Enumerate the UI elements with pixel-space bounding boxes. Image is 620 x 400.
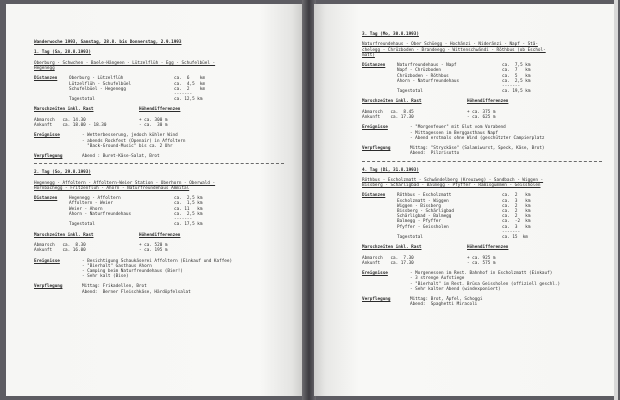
distance-section-label: Distanzen [362, 63, 386, 69]
times-header [34, 233, 284, 238]
section-divider [362, 161, 602, 162]
distance-route: Ahorn - Naturfreundehaus [69, 211, 132, 217]
verpflegung-text: Mittag: Brot, Äpfel, Schoggi [410, 297, 483, 303]
distance-route: Wiggen - Bissberg [397, 203, 441, 209]
distance-value: ca. 2,5 km [174, 211, 203, 217]
distance-route: Tagestotal [397, 89, 423, 95]
distance-value: ca. 2 km [502, 209, 531, 214]
distance-route: Ahorn - Naturfreundehaus [397, 78, 460, 84]
distance-value: ca. 2 km [502, 193, 531, 199]
event-row [362, 136, 602, 141]
distance-value: ca. 19,5 km [502, 89, 531, 95]
time-row [34, 123, 284, 128]
verpflegung-label: Verpflegung [34, 154, 63, 160]
route-line: Hegenegg [34, 65, 55, 71]
distance-value: ca. 2 km [502, 214, 531, 220]
event-text: "Back-Ground-Music" bis ca. 2 Uhr [82, 143, 173, 149]
distance-value: ca. 3 km [502, 198, 531, 204]
distance-value: ca. 1,5 km [174, 201, 203, 207]
route-line: Röthbus - Escholzmatt - Schwändelberg (Kreuzweg) - Sandbach - Wiggen - [362, 177, 544, 183]
route-line: chelegg - Chrüzboden - Brandeegg - Wittenschwändi - Röthbus (ob Eschol- [362, 47, 546, 53]
cell-label: Ankunft ca. 17.30 [362, 115, 414, 120]
event-text: - Wetterbesserung, jedoch kühler Wind [82, 133, 178, 139]
distance-route: Napf - Chrüzboden [397, 68, 441, 74]
distance-value: ca. 5 km [502, 73, 531, 79]
marschzeiten-label: Marschzeiten inkl. Rast [362, 245, 422, 251]
event-text: - Sehr kalt (Bise) [82, 274, 129, 280]
verpflegung-label: Verpflegung [34, 284, 63, 290]
event-row [34, 144, 284, 149]
cell-value: + ca. 925 m [467, 255, 496, 261]
distance-value: ca. 17,5 km [174, 222, 203, 228]
day-header: 4. Tag (Di, 31.8.1993) [362, 167, 419, 173]
distance-route: Oberburg - Lützelflüh [69, 76, 124, 82]
events-label: Ereignisse [362, 271, 388, 277]
event-text: - "Morgenfeuer" mit Glut vom Vorabend [410, 125, 506, 131]
event-text: - Besichtigung Schaukäserei Affoltern (Einkauf und Kaffee) [82, 258, 233, 264]
event-text: - Abend erstmals ohne Wind (geschützter Campierplatz [410, 135, 545, 141]
verpflegung-text: Abend: Berner Fleischkäse, Härdöpfelsalat [82, 289, 191, 295]
distance-route: Pfyffer - Geissholen [397, 224, 449, 230]
distance-row [362, 89, 602, 94]
distance-route: Affoltern - Weier [69, 201, 113, 207]
route-line: Naturfreundehaus - Ober Schüegg - Hochänzi - Nideränzi - Napf - Stä- [362, 42, 538, 48]
distance-route: Röthbus - Escholzmatt [397, 193, 452, 199]
cell-value: - ca. 30 m [139, 123, 168, 128]
distance-route: Tagestotal [69, 222, 95, 228]
distance-row [34, 222, 284, 227]
cell-value: + ca. 375 m [467, 109, 496, 115]
time-row [362, 261, 602, 266]
route-line: Oberburg - Schwchen - Baele-Hängeen - Lützelflüh - Egg - Schufelbüel - [34, 60, 216, 66]
document-title: Wanderwoche 1993, Samstag, 28.8. bis Donnerstag, 2.9.1993 [34, 40, 182, 45]
times-header [34, 107, 284, 112]
distance-section-label: Distanzen [34, 196, 58, 202]
distance-value: ca. 6 km [174, 76, 206, 82]
distance-row [34, 97, 284, 102]
page-edge [614, 0, 618, 400]
hoehendifferenzen-label: Höhendifferenzen [139, 107, 181, 113]
distance-value: ca. 2,5 km [502, 78, 531, 84]
verpflegung-row [34, 154, 284, 159]
distance-row [362, 235, 602, 240]
distance-section-label: Distanzen [362, 193, 386, 199]
event-row [34, 274, 284, 279]
distance-value: ca. 3 km [502, 224, 531, 230]
distance-value: ca. 15 km [502, 234, 528, 240]
hoehendifferenzen-label: Höhendifferenzen [467, 99, 509, 105]
distance-route: Lützelflüh - Schufelbüel [69, 81, 132, 87]
marschzeiten-label: Marschzeiten inkl. Rast [362, 99, 422, 105]
route-line: matt) [362, 52, 375, 58]
verpflegung-row [362, 302, 602, 307]
distance-route: Schärligbad - Balmegg [397, 214, 452, 220]
distance-value: ------- [502, 83, 521, 89]
route-line: Hornbachegg - Fritzenfluh - Ahorn - Naturfreundehaus Ämmital [34, 185, 190, 191]
cell-label: Abmarsch ca. 14.30 [34, 117, 86, 123]
distance-route: Balmegg - Pfyffer [397, 219, 441, 225]
distance-route: Naturfreundehaus - Napf [397, 63, 457, 69]
verpflegung-text: Abend: Pilzrisotto [410, 151, 460, 157]
distance-value: ------- [502, 229, 521, 235]
cell-label: Abmarsch ca. 7.30 [362, 255, 414, 261]
distance-route: Tagestotal [69, 97, 95, 103]
distance-value: ca. 2,5 km [174, 196, 203, 202]
verpflegung-row [34, 290, 284, 295]
left-page-content [34, 40, 284, 295]
event-text: - "Bierhalt" im Rest. Brüsa Geissholen (offiziell geschl.) [410, 281, 561, 287]
day-header: 2. Tag (So, 29.8.1993) [34, 170, 91, 176]
times-header [362, 99, 602, 104]
cell-label: Ankunft ca. 16.00 [34, 248, 86, 254]
verpflegung-text: Mittag: "Stryckäse" (Salamiwurst, Speck, Käse, Brot) [410, 146, 545, 152]
day-header: 3. Tag (Mo, 30.8.1993) [362, 32, 419, 37]
cell-value: - ca. 575 m [467, 260, 496, 266]
time-row [362, 115, 602, 120]
hoehendifferenzen-label: Höhendifferenzen [139, 232, 181, 238]
distance-route: Bissberg - Schärligbad [397, 209, 454, 214]
events-label: Ereignisse [34, 258, 60, 264]
section-divider [34, 163, 284, 164]
time-row [34, 248, 284, 253]
distance-value: ca. 2 km [502, 203, 531, 209]
distance-route: Weier - Ahorn [69, 206, 103, 212]
verpflegung-text: Abend: Spaghetti Miracoli [410, 302, 478, 308]
route-line: Hegenegg - Affoltern - Affoltern-Weier Station - Oberhorn - Oberwald - [34, 180, 216, 186]
events-label: Ereignisse [34, 133, 60, 139]
verpflegung-label: Verpflegung [362, 297, 391, 303]
distance-value: ca. 12,5 km [174, 97, 203, 103]
left-page [6, 4, 304, 396]
times-header [362, 245, 602, 250]
cell-label: Ankunft ca. 17.30 [362, 260, 414, 266]
cell-label: Abmarsch ca. 8.30 [34, 242, 86, 248]
marschzeiten-label: Marschzeiten inkl. Rast [34, 107, 94, 113]
distance-section-label: Distanzen [34, 76, 58, 82]
distance-value: ca. -2 km [502, 219, 531, 225]
route-line: Bissberg - Schärligbad - Balmegg - Pfyffer - Rämisgummen - Geissholen [362, 183, 541, 189]
distance-route: Escholzmatt - Wiggen [397, 198, 449, 204]
distance-value: ca. 7 km [502, 68, 531, 74]
distance-route: Chrüzboden - Röthbus [397, 73, 449, 79]
event-text: - 3 strenge Aufstiege [410, 276, 465, 282]
right-page-content [362, 32, 602, 308]
event-text: - Camping beim Naturfreundehaus (Bier!) [82, 268, 183, 274]
cell-label: Abmarsch ca. 8.45 [362, 109, 414, 115]
distance-value: ------- [174, 91, 193, 97]
distance-value: ca. 2 km [174, 86, 206, 92]
distance-value: ------- [174, 217, 193, 222]
event-text: - Sehr kalter Abend (windexponiert) [410, 286, 501, 292]
right-page [314, 4, 614, 396]
event-text: - abends Rockfest (Openair) in Affoltern [82, 138, 186, 144]
distance-route: Tagestotal [397, 234, 423, 240]
events-label: Ereignisse [362, 125, 388, 131]
event-text: - Mittagessen im Berggasthaus Napf [410, 130, 498, 136]
day-header: 1. Tag (Sa, 28.8.1993) [34, 50, 91, 56]
cell-value: + ca. 300 m [139, 117, 168, 123]
cell-value: + ca. 520 m [139, 242, 168, 248]
cell-value: - ca. 625 m [467, 115, 496, 120]
verpflegung-text: Abend : Buret-Käse-Salat, Brot [82, 154, 160, 160]
verpflegung-row [362, 151, 602, 156]
marschzeiten-label: Marschzeiten inkl. Rast [34, 232, 94, 238]
cell-value: - ca. 195 m [139, 248, 168, 254]
distance-route: Schufelbüel - Hegenegg [69, 86, 126, 92]
distance-route: Hegenegg - Affoltern [69, 196, 121, 202]
cell-label: Ankunft ca. 18.00 - 18.30 [34, 123, 107, 128]
verpflegung-label: Verpflegung [362, 146, 391, 152]
distance-value: ca. 7,5 km [502, 63, 531, 69]
hoehendifferenzen-label: Höhendifferenzen [467, 245, 509, 251]
event-text: - "Bierhalt" Gasthaus Ahorn [82, 263, 152, 269]
distance-value: ca. 4,5 km [174, 81, 206, 87]
verpflegung-text: Mittag: Frikadellen, Brot [82, 284, 147, 290]
event-text: - Morgenessen im Rest. Bahnhof in Escholzmatt (Einkauf) [410, 271, 553, 277]
distance-value: ca. 11 km [174, 206, 203, 212]
event-row [362, 287, 602, 292]
